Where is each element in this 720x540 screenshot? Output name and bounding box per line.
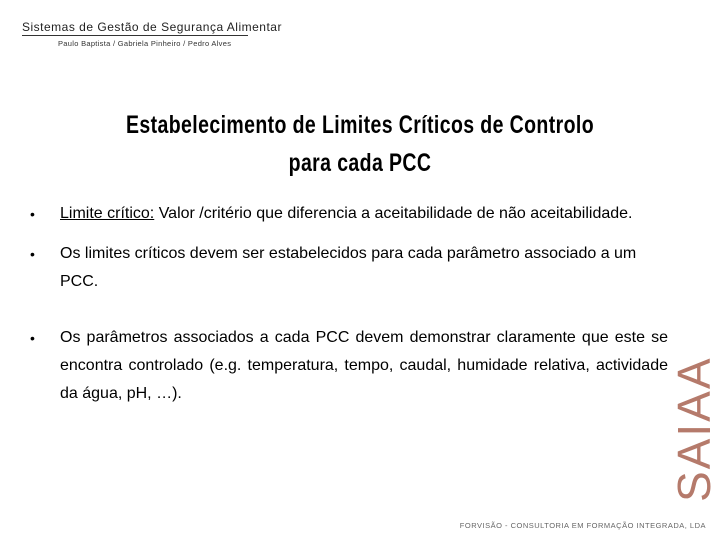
bullet-dot-icon: •	[30, 206, 35, 222]
brand-logo	[664, 350, 720, 510]
bullet-dot-icon: •	[30, 246, 35, 262]
footer-company: FORVISÃO - CONSULTORIA EM FORMAÇÃO INTEGRADA, LDA	[459, 521, 706, 530]
header-title: Sistemas de Gestão de Segurança Alimentar	[22, 20, 282, 34]
svg-text:SAIAA: SAIAA	[668, 356, 720, 502]
bullet-item	[28, 240, 668, 324]
bullet-text: Valor /critério que diferencia a aceitabilidade de não aceitabilidade.	[154, 205, 633, 222]
slide-title-line-1: Estabelecimento de Limites Críticos de Controlo	[126, 111, 595, 139]
slide-title-line-2: para cada PCC	[288, 149, 432, 177]
bullet-text: Os limites críticos devem ser estabelecidos para cada parâmetro associado a um PCC.	[60, 245, 637, 290]
bullet-item	[28, 324, 668, 408]
brand-logo-text	[664, 350, 720, 510]
bullet-item	[28, 200, 668, 240]
header-divider	[22, 35, 248, 36]
bullet-text: Os parâmetros associados a cada PCC devem demonstrar claramente que este se encontra controlado (e.g. temperatura, tempo, caudal, humidade relativa, actividade da água, pH, …).	[60, 329, 668, 402]
header-authors: Paulo Baptista / Gabriela Pinheiro / Pedro Alves	[58, 39, 232, 48]
bullet-dot-icon: •	[30, 330, 35, 346]
bullet-list	[28, 200, 668, 408]
slide-title	[126, 106, 594, 182]
bullet-term: Limite crítico:	[60, 205, 155, 222]
